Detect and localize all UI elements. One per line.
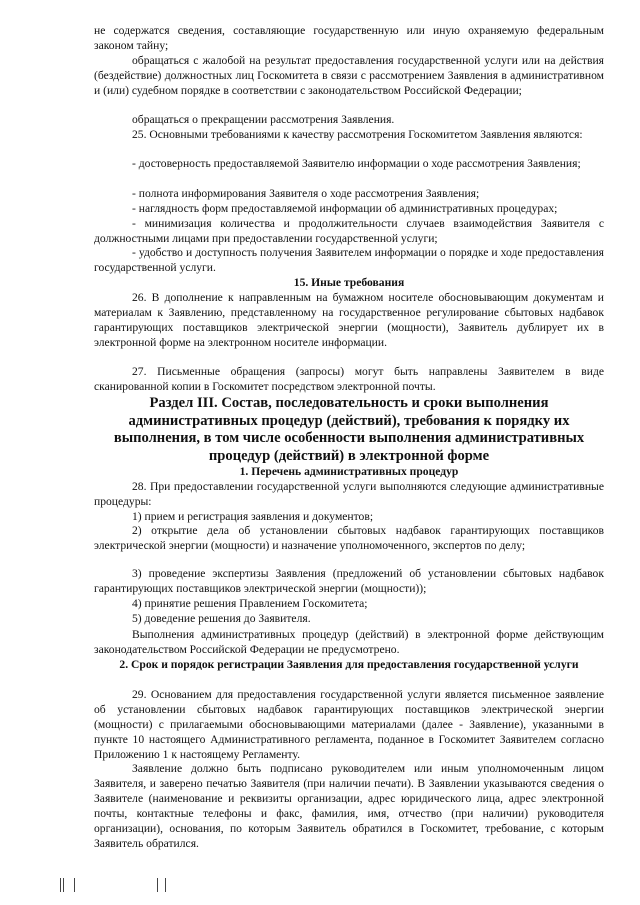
paragraph-28: 28. При предоставлении государственной услуги выполняются следующие административные процедуры: [94, 480, 604, 508]
paragraph-continuation: не содержатся сведения, составляющие государственную или иную охраняемую федеральным законом тайну; [94, 24, 604, 52]
scan-marks-left [60, 878, 80, 892]
list-item-2: 2) открытие дела об установлении сбытовых надбавок гарантирующих поставщиков электрической энергии (мощности) и назначение уполномоченного, экспертов по делу; [94, 524, 604, 552]
heading-procedure-list: 1. Перечень административных процедур [239, 465, 459, 478]
heading-registration: 2. Срок и порядок регистрации Заявления для предоставления государственной услуги [119, 658, 579, 671]
paragraph-27: 27. Письменные обращения (запросы) могут быть направлены Заявителем в виде сканированной копии в Госкомитет посредством электронной почты. [94, 365, 604, 393]
list-item-minimization: - минимизация количества и продолжительности случаев взаимодействия Заявителя с должностными лицами при предоставлении государственной услуги; [94, 217, 604, 245]
paragraph-application-signature: Заявление должно быть подписано руководителем или иным уполномоченным лицом Заявителя, и заверено печатью Заявителя (при наличии печати). В Заявлении указываются сведения о Заявителе (наименование и реквизиты организации, адрес юридического лица, адрес электронной почты, контактные телефоны и факс, фамилия, имя, отчество (при наличии) руководителя организации), основания, по которым Заявитель обратился в Госкомитет, требование, с которым Заявитель обратился. [94, 762, 604, 850]
paragraph-25: 25. Основными требованиями к качеству рассмотрения Госкомитетом Заявления являются: [132, 128, 583, 141]
paragraph-26: 26. В дополнение к направленным на бумажном носителе обосновывающим документам и материалам к Заявлению, представленному на государственное регулирование сбытовых надбавок гарантирующих поставщиков электрической энергии (мощности), Заявитель дублирует их в электронной форме на электронном носителе информации. [94, 291, 604, 349]
list-item-completeness: - полнота информирования Заявителя о ходе рассмотрения Заявления; [132, 187, 480, 200]
paragraph-complaint-right: обращаться с жалобой на результат предоставления государственной услуги или на действия (бездействие) должностных лиц Госкомитета в связи с рассмотрением Заявления в административном и (или) судебном порядке в соответствии с законодательством Российской Федерации; [94, 54, 604, 97]
paragraph-29: 29. Основанием для предоставления государственной услуги является письменное заявление об установлении сбытовых надбавок гарантирующих поставщиков электрической энергии (мощности) с прилагаемыми обосновывающими материалами (далее - Заявление), указанными в пункте 10 настоящего Административного регламента, поданное в Госкомитет Заявителем согласно Приложению 1 к настоящему Регламенту. [94, 688, 604, 761]
heading-other-requirements: 15. Иные требования [293, 276, 405, 289]
section-3-title: Раздел III. Состав, последовательность и сроки выполнения административных процедур (действий), требования к порядку их выполнения, в том числе особенности выполнения административных процедур (действий) в электронной форме [113, 395, 585, 464]
list-item-reliability: - достоверность предоставляемой Заявителю информации о ходе рассмотрения Заявления; [132, 157, 581, 170]
paragraph-electronic-form: Выполнения административных процедур (действий) в электронной форме действующим законодательством Российской Федерации не предусмотрено. [94, 628, 604, 656]
scan-marks-right [157, 878, 169, 892]
paragraph-termination-right: обращаться о прекращении рассмотрения Заявления. [132, 113, 395, 126]
list-item-4: 4) принятие решения Правлением Госкомитета; [132, 597, 368, 610]
list-item-3: 3) проведение экспертизы Заявления (предложений об установлении сбытовых надбавок гарантирующих поставщиков электрической энергии (мощности)); [94, 567, 604, 595]
list-item-accessibility: - удобство и доступность получения Заявителем информации о порядке и ходе предоставления государственной услуги. [94, 246, 604, 274]
list-item-1: 1) прием и регистрация заявления и документов; [132, 510, 374, 523]
list-item-clarity: - наглядность форм предоставляемой информации об административных процедурах; [132, 202, 558, 215]
list-item-5: 5) доведение решения до Заявителя. [132, 612, 311, 625]
